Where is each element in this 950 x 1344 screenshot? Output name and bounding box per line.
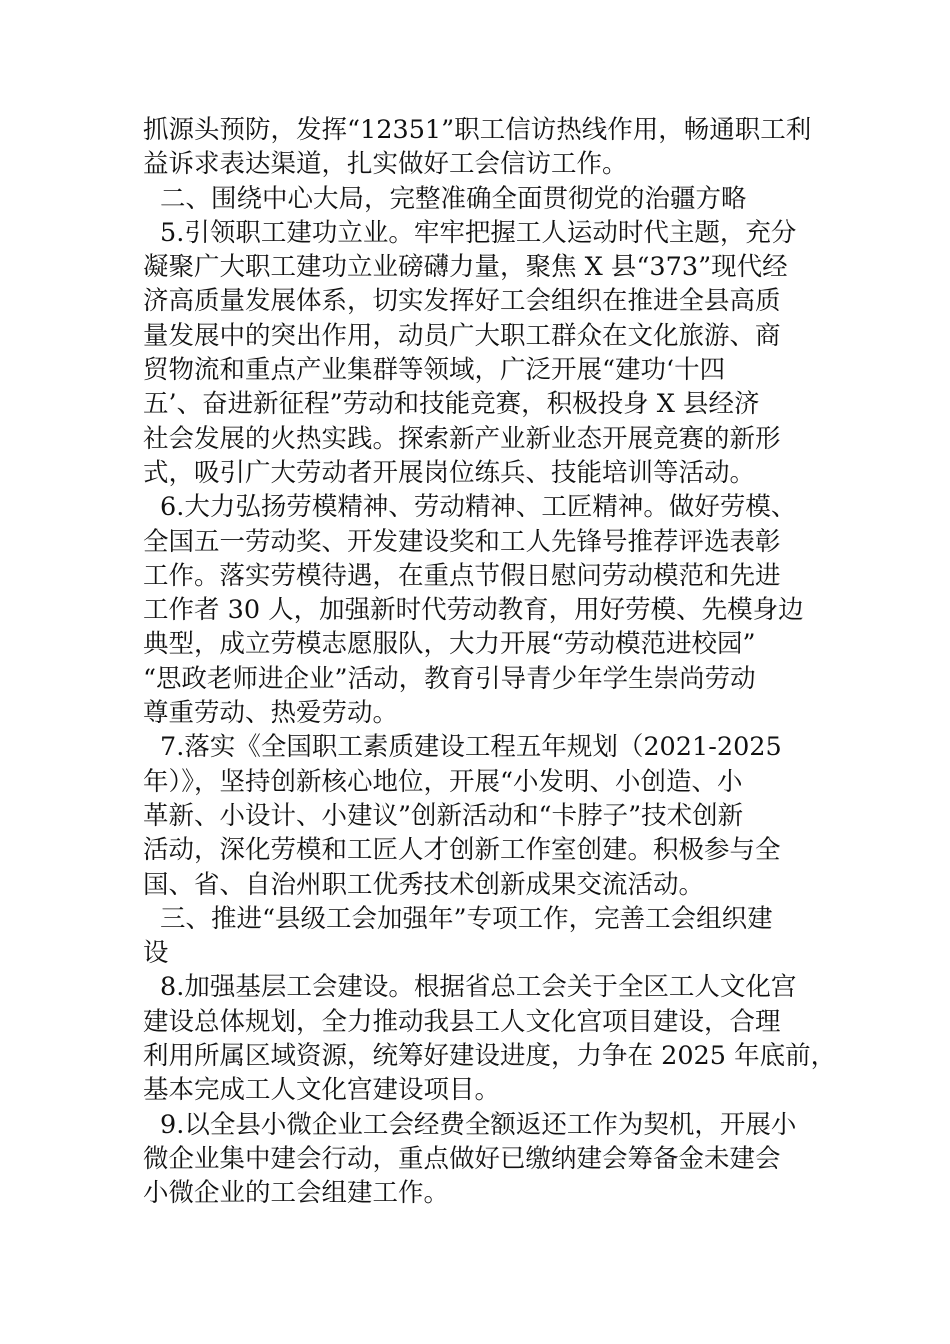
paragraph-line: 国、省、自治州职工优秀技术创新成果交流活动。 [143, 869, 705, 900]
paragraph-line: 5.引领职工建功立业。牢牢把握工人运动时代主题，充分 [160, 217, 797, 248]
paragraph-line: 革新、小设计、小建议”创新活动和“卡脖子”技术创新 [143, 800, 744, 831]
paragraph-line: 基本完成工人文化宫建设项目。 [143, 1075, 501, 1106]
paragraph-line: 设 [143, 938, 169, 969]
paragraph-line: 全国五一劳动奖、开发建设奖和工人先锋号推荐评选表彰 [143, 526, 781, 557]
paragraph-line: 8.加强基层工会建设。根据省总工会关于全区工人文化宫 [160, 972, 797, 1003]
paragraph-line: 济高质量发展体系，切实发挥好工会组织在推进全县高质 [143, 286, 781, 317]
paragraph-line: 典型，成立劳模志愿服队，大力开展“劳动模范进校园” [143, 629, 756, 660]
paragraph-line: 7.落实《全国职工素质建设工程五年规划（2021-2025 [160, 732, 782, 763]
paragraph-line: 社会发展的火热实践。探索新产业新业态开展竞赛的新形 [143, 423, 781, 454]
paragraph-line: 6.大力弘扬劳模精神、劳动精神、工匠精神。做好劳模、 [160, 492, 797, 523]
paragraph-line: 年）》，坚持创新核心地位，开展“小发明、小创造、小 [143, 766, 743, 797]
paragraph-line: 工作者 30 人，加强新时代劳动教育，用好劳模、先模身边 [143, 595, 804, 626]
paragraph-line: 量发展中的突出作用，动员广大职工群众在文化旅游、商 [143, 320, 781, 351]
paragraph-line: “思政老师进企业”活动，教育引导青少年学生崇尚劳动 [143, 663, 756, 694]
paragraph-line: 9.以全县小微企业工会经费全额返还工作为契机，开展小 [160, 1109, 797, 1140]
paragraph-line: 建设总体规划，全力推动我县工人文化宫项目建设，合理 [143, 1006, 781, 1037]
document-body [143, 113, 837, 1211]
paragraph-line: 工作。落实劳模待遇，在重点节假日慰问劳动模范和先进 [143, 560, 781, 591]
paragraph-line: 式，吸引广大劳动者开展岗位练兵、技能培训等活动。 [143, 457, 756, 488]
paragraph-line: 利用所属区域资源，统筹好建设进度，力争在 2025 年底前， [143, 1041, 837, 1072]
section-heading-line: 三、推进“县级工会加强年”专项工作，完善工会组织建 [160, 903, 773, 934]
paragraph-line: 抓源头预防，发挥“12351”职工信访热线作用，畅通职工利 [143, 115, 812, 145]
paragraph-line: 活动，深化劳模和工匠人才创新工作室创建。积极参与全 [143, 835, 781, 866]
paragraph-line: 凝聚广大职工建功立业磅礴力量，聚焦 X 县“373”现代经 [143, 252, 788, 283]
paragraph-line: 益诉求表达渠道，扎实做好工会信访工作。 [143, 149, 628, 180]
paragraph-line: 尊重劳动、热爱劳动。 [143, 698, 399, 729]
paragraph-line: 微企业集中建会行动，重点做好已缴纳建会筹备金未建会 [143, 1143, 781, 1174]
paragraph-line: 贸物流和重点产业集群等领域，广泛开展“建功‘十四 [143, 355, 726, 386]
section-heading-line: 二、围绕中心大局，完整准确全面贯彻党的治疆方略 [160, 183, 747, 214]
paragraph-line: 小微企业的工会组建工作。 [143, 1178, 450, 1209]
paragraph-line: 五’、奋进新征程”劳动和技能竞赛，积极投身 X 县经济 [143, 389, 760, 420]
